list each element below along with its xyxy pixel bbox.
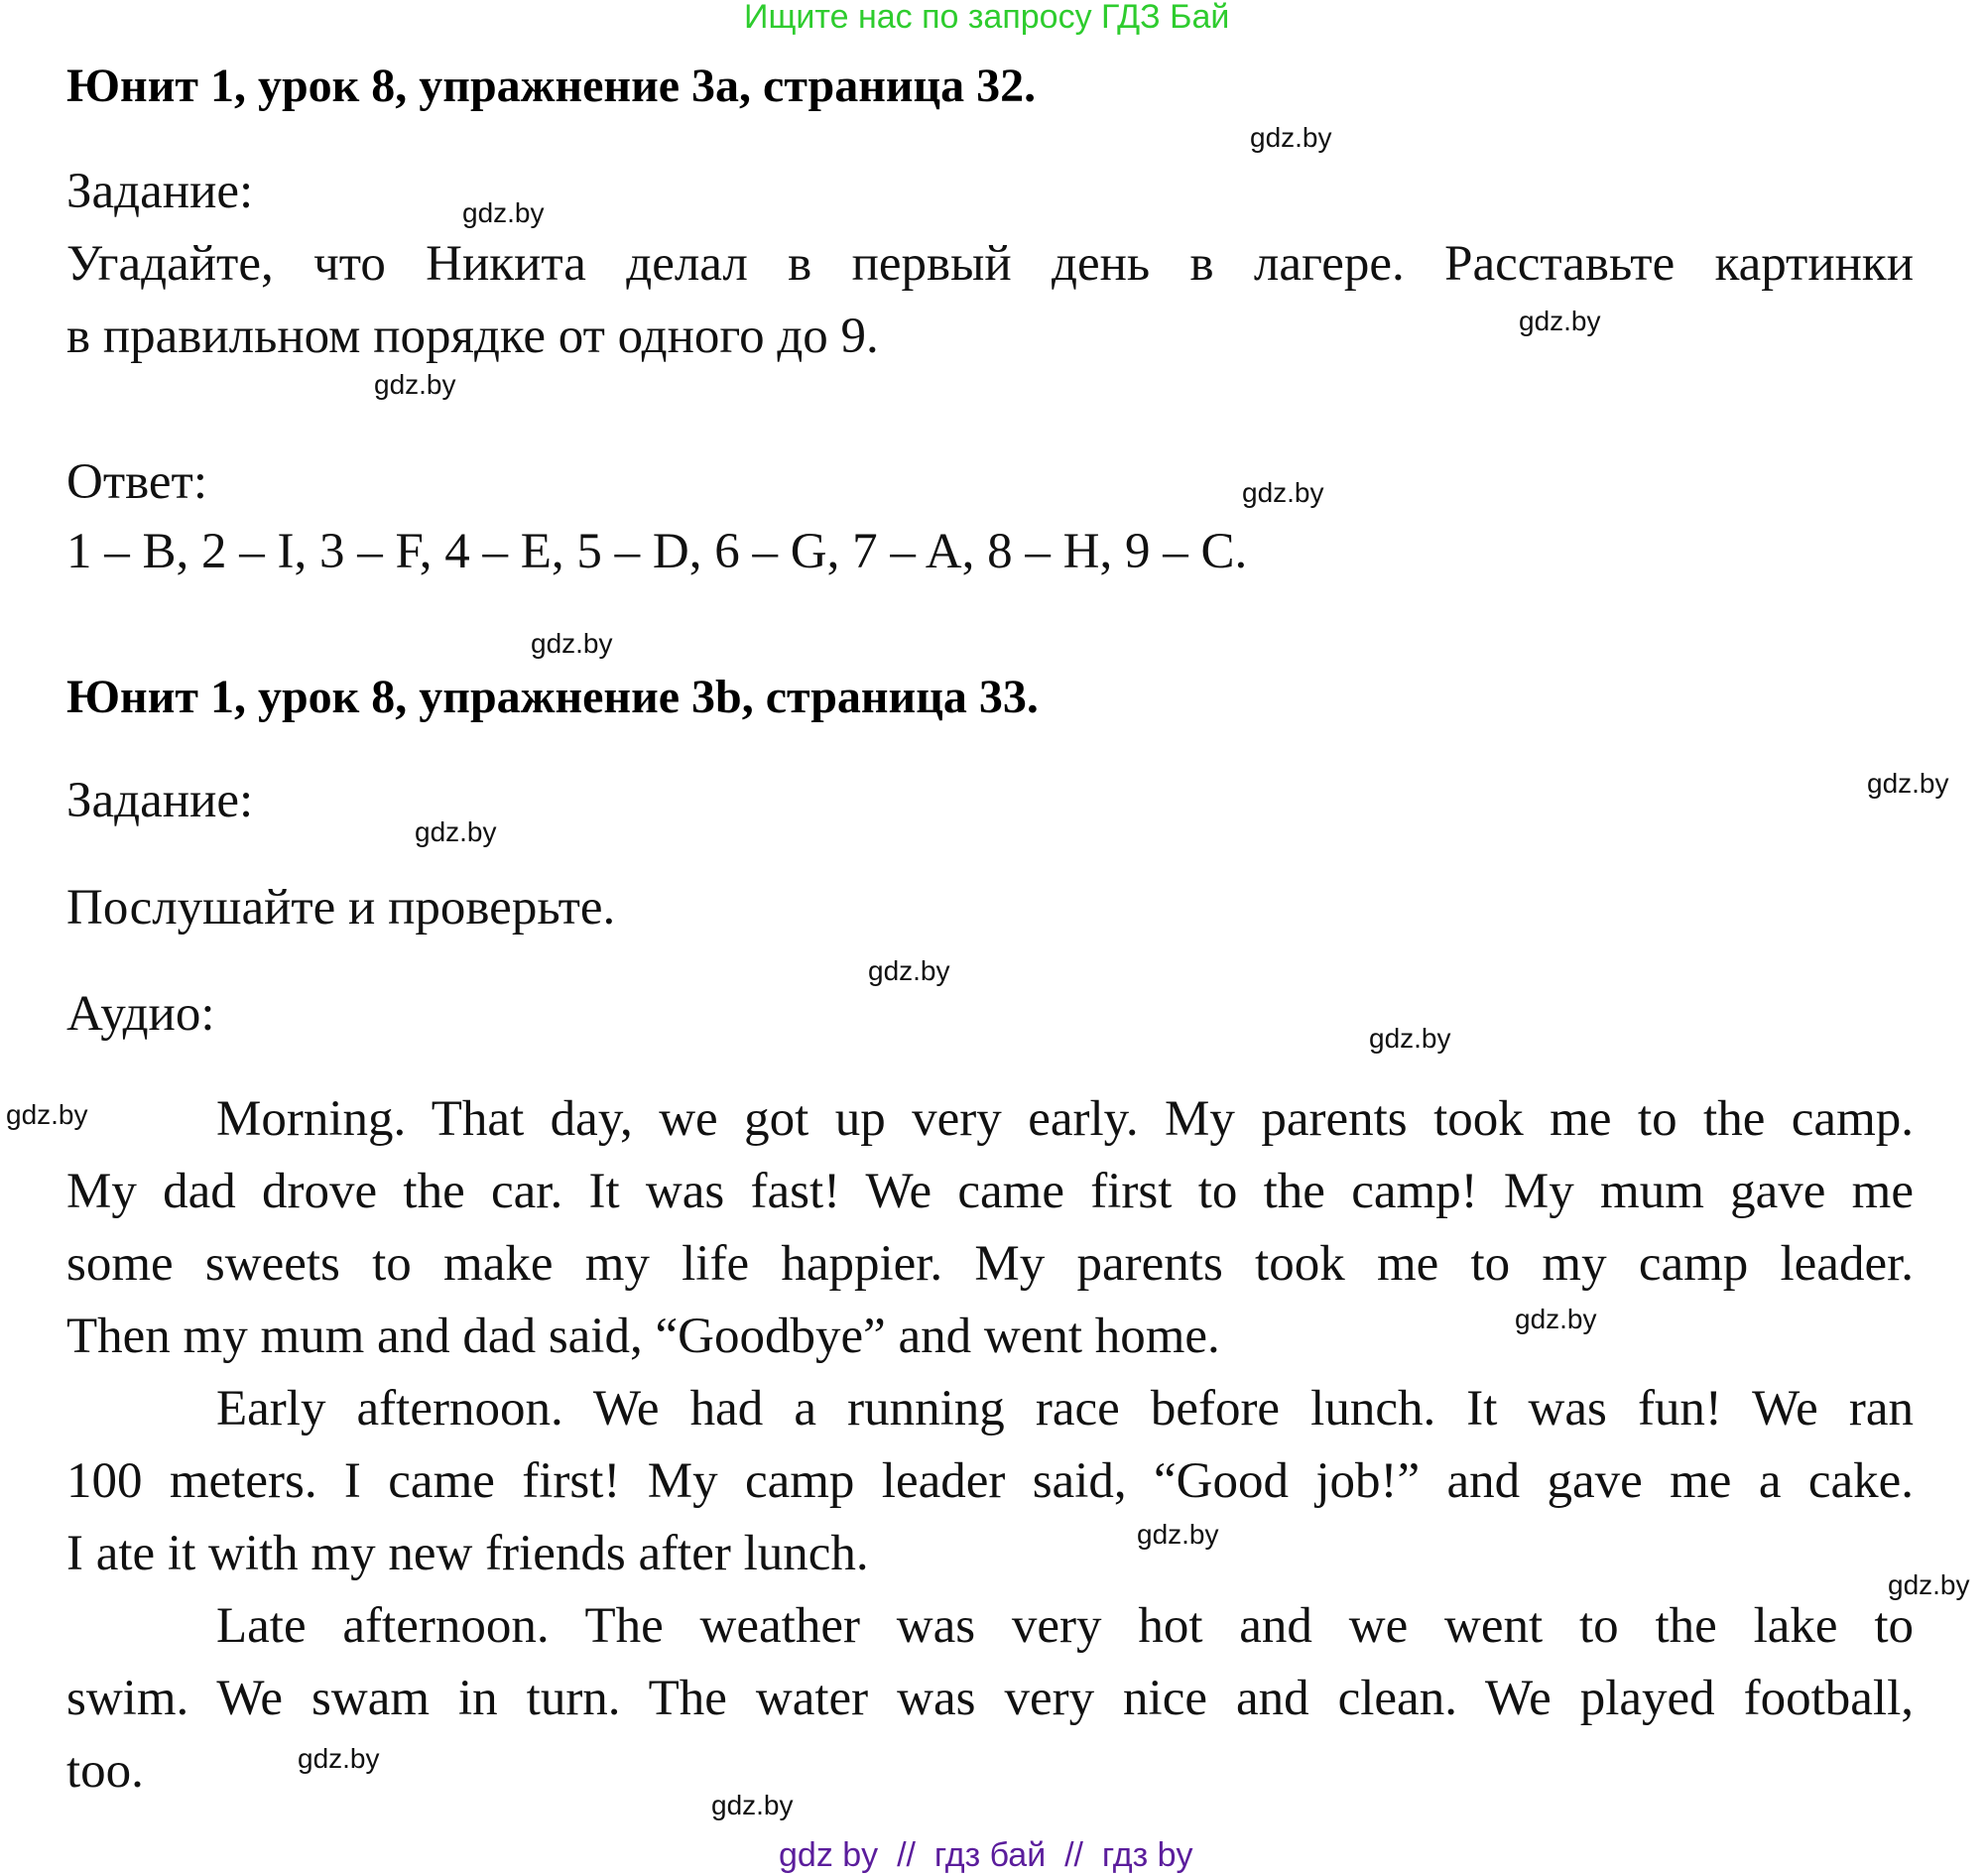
watermark: gdz.by <box>6 1099 88 1130</box>
section1-task-label: Задание: <box>66 164 254 219</box>
watermark: gdz.by <box>531 628 613 659</box>
section2-task: Послушайте и проверьте. <box>66 880 616 936</box>
footer-links[interactable]: gdz by // гдз бай // гдз by <box>779 1836 1193 1874</box>
audio-line: My dad drove the car. It was fast! We came first to the camp! My mum gave me <box>66 1164 1914 1219</box>
audio-line: Early afternoon. We had a running race before lunch. It was fun! We ran <box>216 1381 1914 1437</box>
watermark: gdz.by <box>1519 306 1601 336</box>
audio-line: too. <box>66 1743 144 1799</box>
audio-line: Late afternoon. The weather was very hot and we went to the lake to <box>216 1598 1914 1654</box>
audio-line: Then my mum and dad said, “Goodbye” and went home. <box>66 1309 1220 1364</box>
section1-answer-label: Ответ: <box>66 454 207 510</box>
watermark: gdz.by <box>1515 1304 1597 1334</box>
audio-line: 100 meters. I came first! My camp leader said, “Good job!” and gave me a cake. <box>66 1453 1914 1509</box>
watermark: gdz.by <box>711 1790 794 1820</box>
watermark: gdz.by <box>1250 122 1332 153</box>
section1-heading: Юнит 1, урок 8, упражнение 3a, страница 32. <box>66 60 1037 112</box>
section1-task-line: в правильном порядке от одного до 9. <box>66 309 879 364</box>
audio-line: Morning. That day, we got up very early. My parents took me to the camp. <box>216 1091 1914 1147</box>
top-banner[interactable]: Ищите нас по запросу ГДЗ Бай <box>744 0 1230 36</box>
audio-line: some sweets to make my life happier. My parents took me to my camp leader. <box>66 1236 1914 1292</box>
watermark: gdz.by <box>1137 1519 1219 1550</box>
watermark: gdz.by <box>374 369 456 400</box>
watermark: gdz.by <box>1242 477 1324 508</box>
section1-task-line: Угадайте, что Никита делал в первый день в лагере. Расставьте картинки <box>66 236 1914 292</box>
audio-line: swim. We swam in turn. The water was very nice and clean. We played football, <box>66 1671 1914 1726</box>
watermark: gdz.by <box>1888 1569 1970 1600</box>
audio-line: I ate it with my new friends after lunch. <box>66 1526 869 1581</box>
watermark: gdz.by <box>868 955 950 986</box>
watermark: gdz.by <box>298 1743 380 1774</box>
watermark: gdz.by <box>462 197 545 228</box>
section2-audio-label: Аудио: <box>66 986 215 1042</box>
section1-answer: 1 – B, 2 – I, 3 – F, 4 – E, 5 – D, 6 – G, 7 – A, 8 – H, 9 – C. <box>66 524 1248 579</box>
section2-task-label: Задание: <box>66 773 254 828</box>
watermark: gdz.by <box>415 816 497 847</box>
watermark: gdz.by <box>1867 768 1949 799</box>
watermark: gdz.by <box>1369 1023 1451 1054</box>
section2-heading: Юнит 1, урок 8, упражнение 3b, страница 33. <box>66 671 1039 723</box>
